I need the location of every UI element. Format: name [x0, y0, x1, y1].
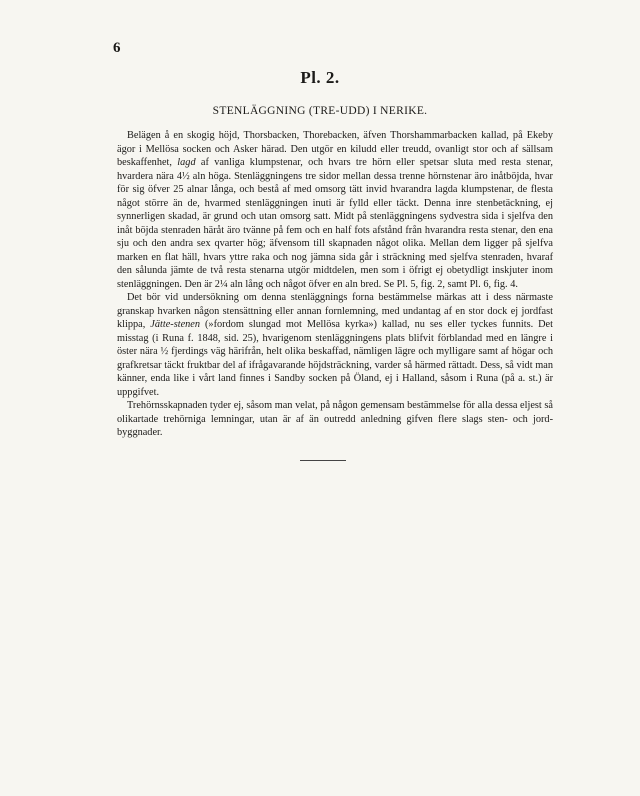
plate-title: Pl. 2. — [300, 68, 340, 87]
paragraph-1-text-a: Belägen å en skogig höjd, Thorsbacken, Thorebacken, äfven Thorshammarbacken kallad, på Ekeby ägor i Mellösa socken och Asker härad. Den utgör en kiludd eller treudd, ovanligt stor och af sällsam beskaffenhet, — [117, 130, 553, 168]
section-title: STENLÄGGNING (TRE-UDD) I NERIKE. — [212, 105, 428, 117]
paragraph-3 — [117, 399, 553, 440]
paragraph-1 — [117, 129, 553, 291]
paragraph-1-text-c: af vanliga klumpstenar, och hvars tre hörn eller spetsar sluta med resta stenar, hvardera nära 4½ aln höga. Stenläggningens tre sidor mellan dessa trenne hörnstenar äro inåtböjda, hvar för sig öfver 25 alnar långa, och bestå af med omsorg tätt invid hvarandra lagda klumpstenar, de flesta något större än de, hvarmed stenläggningen inuti är fylld eller täckt. Denna inre stenbetäckning, ej synnerligen skadad, är grund och utan omsorg satt. Midt på stenläggningens sydvestra sida i sjelfva den inåt böjda stenraden häråt äro tvänne på fem och en half fots afstånd från hvarandra resta stenar, den ena sju och den andra sex qvarter hög; äfvensom till skapnaden något olika. Mellan dem ligger på sjelfva marken en flat häll, hvars yttre raka och nog jämna sida går i sträckning med sjelfva stenraden, hvaraf den sålunda jämte de två resta stenarna utgör midtdelen, men som i öfrigt ej obetydligt inskjuter inom stenläggningen. Den är 2¼ aln lång och något öfver en aln bred. Se Pl. 5, fig. 2, samt Pl. 6, fig. 4. — [117, 157, 553, 290]
body-text — [117, 129, 553, 440]
page-number: 6 — [113, 40, 121, 56]
paragraph-1-emphasis: lagd — [177, 157, 196, 168]
paragraph-3-text: Trehörnsskapnaden tyder ej, såsom man velat, på någon gemensam bestämmelse för alla dessa eljest så olikartade trehörniga lemningar, utan är af än outredd anledning gifven flere slags sten- och jord-byggnader. — [117, 400, 553, 438]
paragraph-2 — [117, 291, 553, 399]
end-divider — [300, 460, 346, 461]
paragraph-2-text-c: (»fordom slungad mot Mellösa kyrka») kallad, nu ses eller tyckes funnits. Det misstag (i Runa f. 1848, sid. 25), hvarigenom stenläggningens plats blifvit förblandad med en längre i öster nära ½ fjerdings väg härifrån, helt olika beskaffad, nämligen lägre och mylligare samt af högar och grafkretsar täckt fruktbar del af ifrågavarande höjdsträckning, varder så härmed rättadt. Dess, så vidt man känner, enda like i vårt land finnes i Sandby socken på Öland, ej i Halland, såsom i Runa (på a. st.) är uppgifvet. — [117, 319, 553, 398]
paragraph-2-text-a: Det bör vid undersökning om denna stenläggnings forna bestämmelse märkas att i dess närmaste granskap hvarken någon stensättning eller annan fornlemning, med undantag af en stor dock ej jordfast klippa, — [117, 292, 553, 330]
paragraph-2-emphasis: Jätte-stenen — [150, 319, 201, 330]
